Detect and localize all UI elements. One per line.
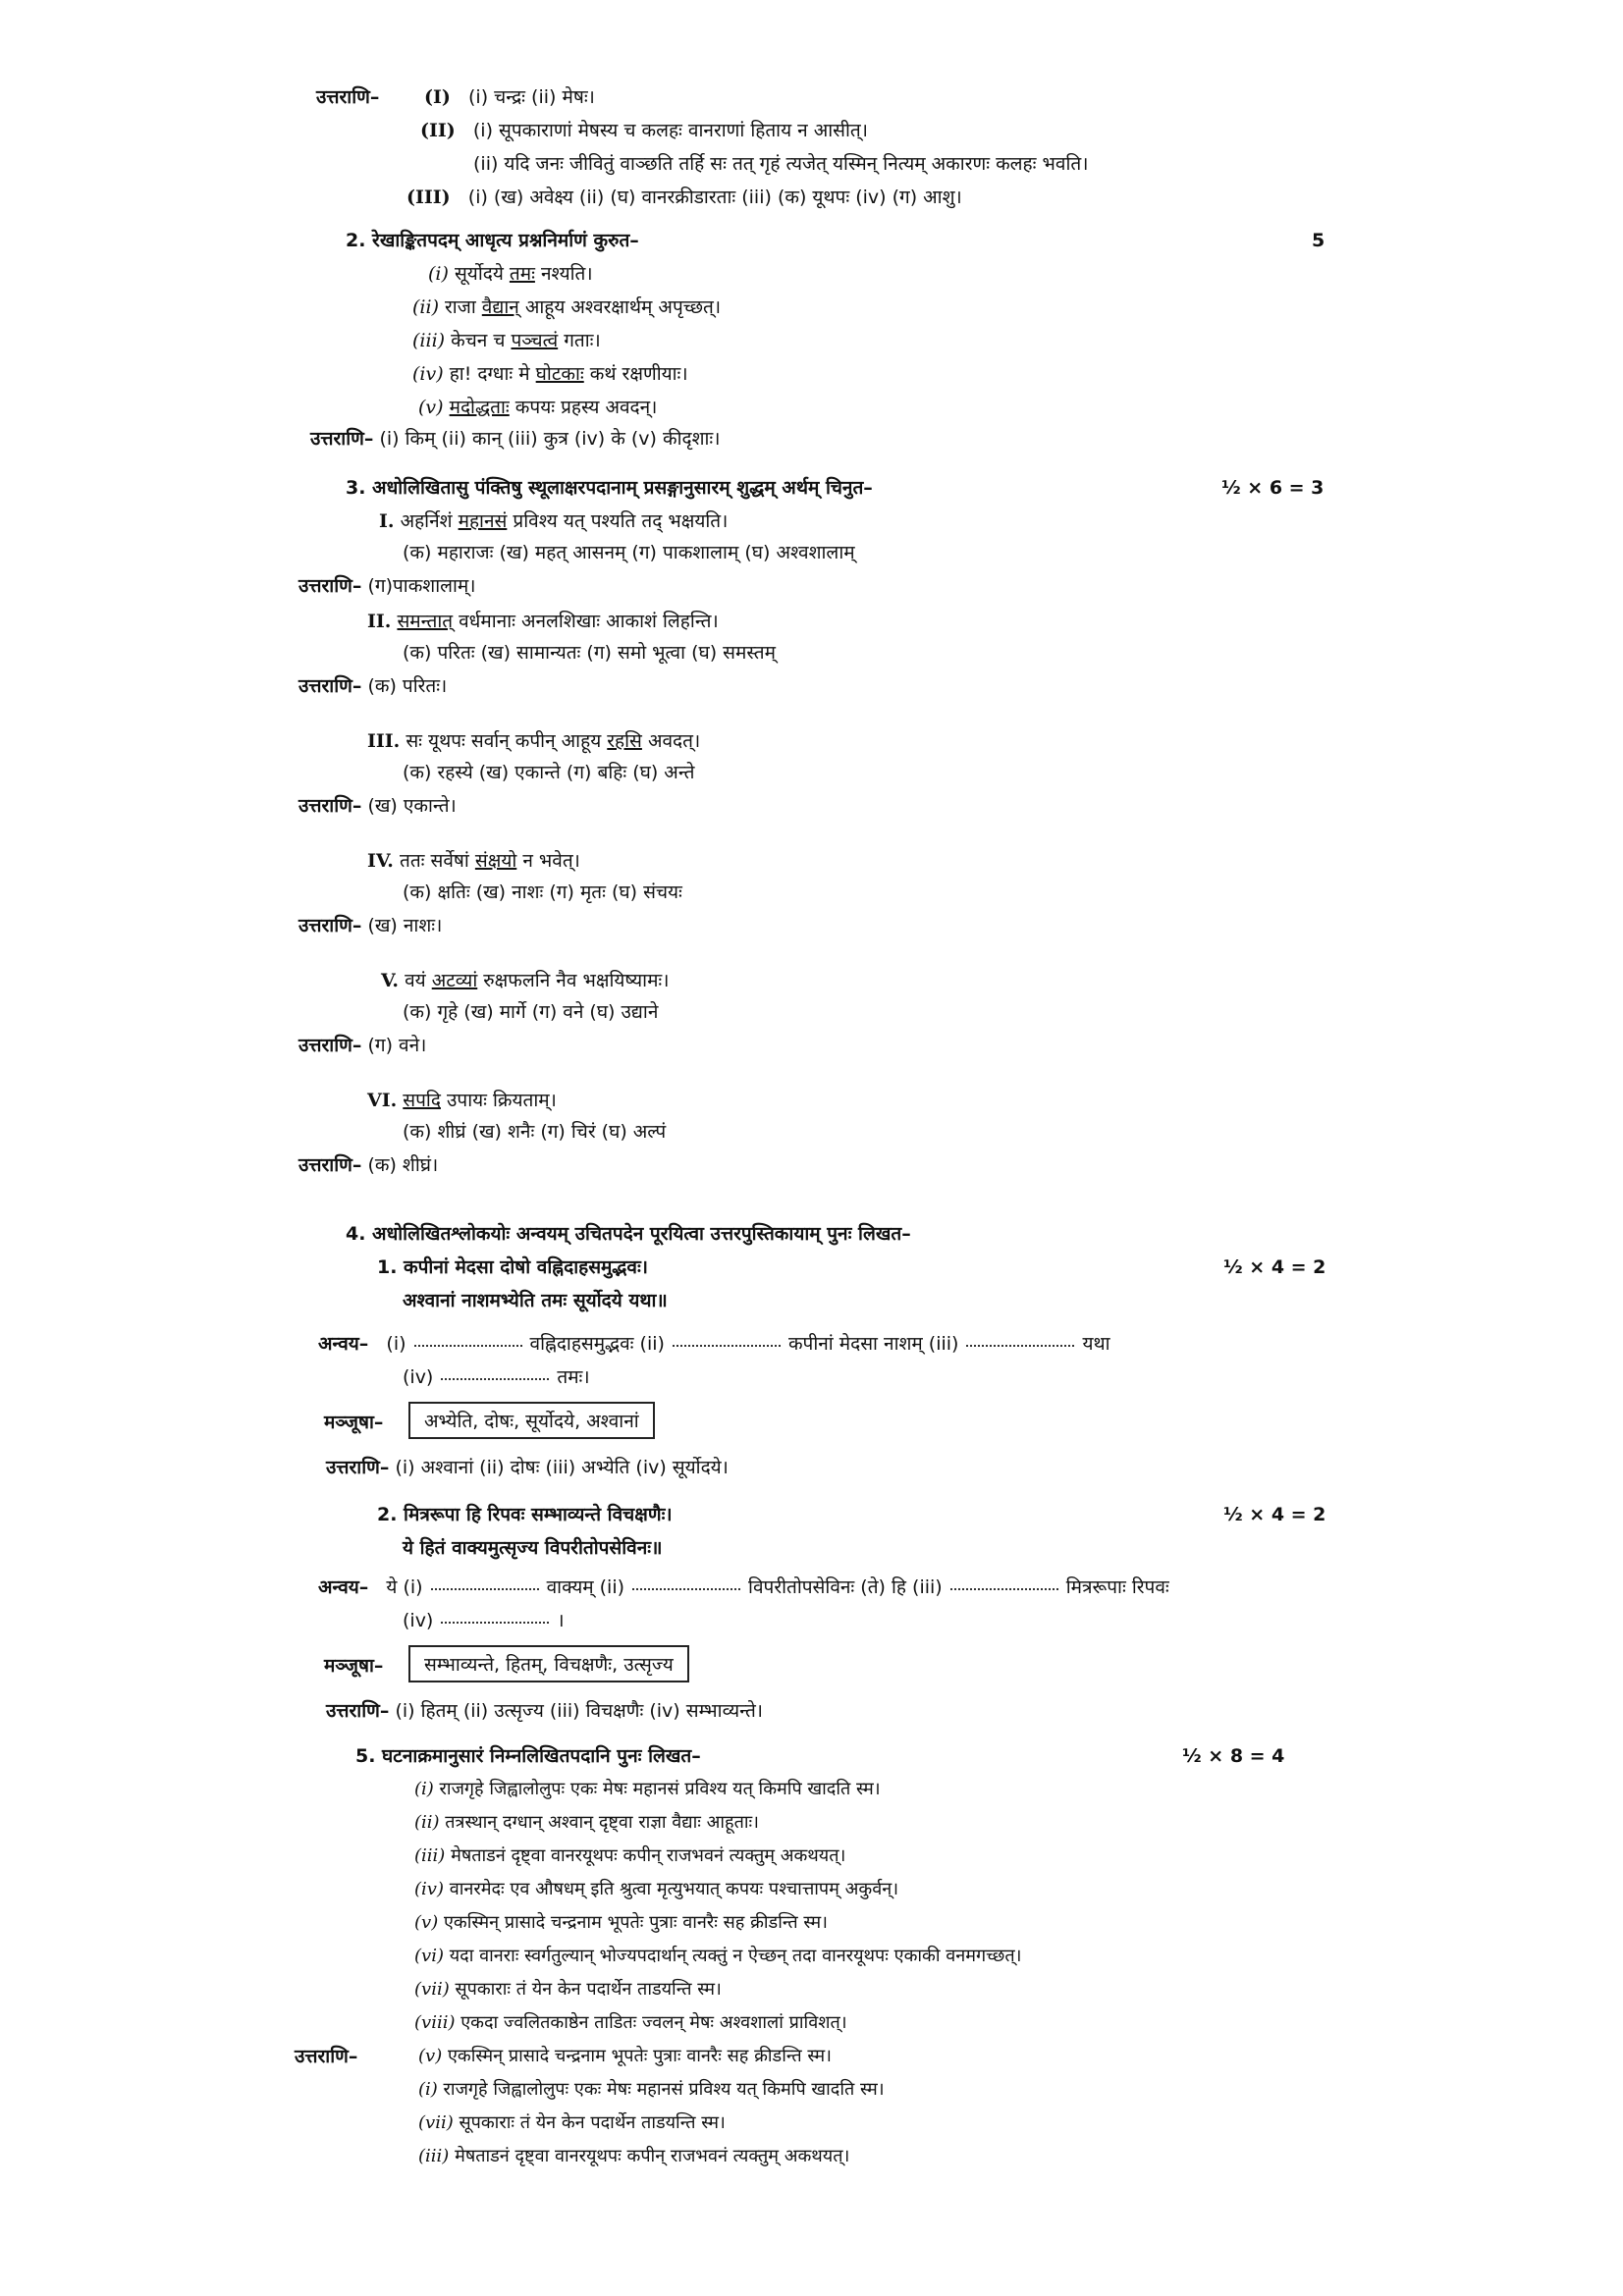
q5-answer-item: (v) एकस्मिन् प्रासादे चन्द्रनाम भूपतेः पुत्राः वानरैः सह क्रीडन्ति स्म। <box>418 2046 832 2066</box>
q4-s1-l2: अश्वानां नाशमभ्येति तमः सूर्योदये यथा॥ <box>403 1290 668 1311</box>
q4-s1-answer: उत्तराणि– (i) अश्वानां (ii) दोषः (iii) अभ्येति (iv) सूर्योदये। <box>326 1457 729 1478</box>
sec1-I: (I) (i) चन्द्रः (ii) मेषः। <box>424 86 595 108</box>
q4-s2-answer: उत्तराणि– (i) हितम् (ii) उत्सृज्य (iii) विचक्षणैः (iv) सम्भाव्यन्ते। <box>326 1700 763 1722</box>
sec1-II-b: (ii) यदि जनः जीवितुं वाञ्छति तर्हि सः तत् गृहं त्यजेत् यस्मिन् नित्यम् अकारणः कलहः भवति। <box>473 153 1089 175</box>
q5-item: (vi) यदा वानराः स्वर्गतुल्यान् भोज्यपदार्थान् त्यक्तुं न ऐच्छन् तदा वानरयूथपः एकाकी वनमगच्छत्। <box>414 1946 1022 1966</box>
q5-item: (viii) एकदा ज्वलितकाष्ठेन ताडितः ज्वलन् मेषः अश्वशालां प्राविशत्। <box>414 2012 847 2033</box>
q3-title: 3. अधोलिखितासु पंक्तिषु स्थूलाक्षरपदानाम् प्रसङ्गानुसारम् शुद्धम् अर्थम् चिनुत– <box>346 477 873 499</box>
q2-item: (iv) हा! दग्धाः मे घोटकाः कथं रक्षणीयाः। <box>412 363 688 385</box>
q2-item: (i) सूर्योदये तमः नश्यति। <box>428 263 593 285</box>
q5-marks: ½ × 8 = 4 <box>1182 1745 1285 1767</box>
q3-options: (क) परितः (ख) सामान्यतः (ग) समो भूत्वा (घ) समस्तम् <box>403 642 776 664</box>
sec1-III: (III) (i) (ख) अवेक्ष्य (ii) (घ) वानरक्रीडारताः (iii) (क) यूथपः (iv) (ग) आशु। <box>406 187 962 208</box>
q5-answer-item: (iii) मेषताडनं दृष्ट्वा वानरयूथपः कपीन् राजभवनं त्यक्तुम् अकथयत्। <box>418 2146 850 2166</box>
q5-item: (i) राजगृहे जिह्वालोलुपः एकः मेषः महानसं प्रविश्य यत् किमपि खादति स्म। <box>414 1779 881 1799</box>
q3-marks: ½ × 6 = 3 <box>1221 477 1325 499</box>
q5-answer-item: (vii) सूपकाराः तं येन केन पदार्थेन ताडयन्ति स्म। <box>418 2112 726 2133</box>
q3-options: (क) महाराजः (ख) महत् आसनम् (ग) पाकशालाम् (घ) अश्वशालाम् <box>403 542 855 563</box>
q4-s2-anvaya-a: अन्वय– ये (i) वाक्यम् (ii) विपरीतोपसेविनः (ते) हि (iii) मित्ररूपाः रिपवः <box>318 1576 1169 1598</box>
q4-s1-manjusha-box: अभ्येति, दोषः, सूर्योदये, अश्वानां <box>408 1402 655 1439</box>
q4-s1-manjusha-label: मञ्जूषा– <box>324 1412 384 1433</box>
q5-item: (iii) मेषताडनं दृष्ट्वा वानरयूथपः कपीन् राजभवनं त्यक्तुम् अकथयत्। <box>414 1845 846 1866</box>
q3-answer: उत्तराणि– (ग) वने। <box>298 1035 427 1056</box>
q3-options: (क) शीघ्रं (ख) शनैः (ग) चिरं (घ) अल्पं <box>403 1121 667 1143</box>
q4-s1-l1: 1. कपीनां मेदसा दोषो वह्निदाहसमुद्भवः। <box>377 1256 648 1278</box>
q5-title: 5. घटनाक्रमानुसारं निम्नलिखितपदानि पुनः लिखत– <box>355 1745 701 1767</box>
q2-item: (v) मदोद्धताः कपयः प्रहस्य अवदन्। <box>418 397 658 418</box>
q2-item: (ii) राजा वैद्यान् आहूय अश्वरक्षार्थम् अपृच्छत्। <box>412 296 722 318</box>
q3-answer: उत्तराणि– (ख) एकान्ते। <box>298 795 457 817</box>
q4-s2-marks: ½ × 4 = 2 <box>1223 1504 1326 1525</box>
q3-sentence: VI. सपदि उपायः क्रियताम्। <box>367 1090 557 1111</box>
q4-s1-marks: ½ × 4 = 2 <box>1223 1256 1326 1278</box>
q3-answer: उत्तराणि– (ख) नाशः। <box>298 915 443 936</box>
ans-label-1: उत्तराणि– <box>316 86 380 108</box>
q3-sentence: III. सः यूथपः सर्वान् कपीन् आहूय रहसि अवदत्। <box>367 730 701 752</box>
q4-s2-l2: ये हितं वाक्यमुत्सृज्य विपरीतोपसेविनः॥ <box>403 1537 663 1559</box>
q5-item: (v) एकस्मिन् प्रासादे चन्द्रनाम भूपतेः पुत्राः वानरैः सह क्रीडन्ति स्म। <box>414 1912 828 1933</box>
q5-item: (iv) वानरमेदः एव औषधम् इति श्रुत्वा मृत्युभयात् कपयः पश्चात्तापम् अकुर्वन्। <box>414 1879 899 1899</box>
q3-answer: उत्तराणि– (ग)पाकशालाम्। <box>298 575 476 597</box>
q5-answer-label: उत्तराणि– <box>295 2046 358 2067</box>
q2-item: (iii) केचन च पञ्चत्वं गताः। <box>412 330 601 351</box>
q4-s1-anvaya-b: (iv) तमः। <box>403 1366 590 1388</box>
q3-options: (क) क्षतिः (ख) नाशः (ग) मृतः (घ) संचयः <box>403 881 682 903</box>
q4-s2-manjusha-label: मञ्जूषा– <box>324 1655 384 1677</box>
q2-title: 2. रेखाङ्कितपदम् आधृत्य प्रश्ननिर्माणं कुरुत– <box>346 230 639 251</box>
q3-sentence: I. अहर्निशं महानसं प्रविश्य यत् पश्यति तद् भक्षयति। <box>379 510 729 532</box>
q5-item: (ii) तत्रस्थान् दग्धान् अश्वान् दृष्ट्वा राज्ञा वैद्याः आहूताः। <box>414 1812 759 1833</box>
q3-sentence: V. वयं अटव्यां रुक्षफलनि नैव भक्षयिष्यामः। <box>381 970 670 991</box>
q4-s2-l1: 2. मित्ररूपा हि रिपवः सम्भाव्यन्ते विचक्षणैः। <box>377 1504 673 1525</box>
q3-answer: उत्तराणि– (क) शीघ्रं। <box>298 1154 439 1176</box>
q5-answer-item: (i) राजगृहे जिह्वालोलुपः एकः मेषः महानसं प्रविश्य यत् किमपि खादति स्म। <box>418 2079 885 2100</box>
q5-item: (vii) सूपकाराः तं येन केन पदार्थेन ताडयन्ति स्म। <box>414 1979 722 2000</box>
q4-s2-anvaya-b: (iv) । <box>403 1610 565 1631</box>
q3-options: (क) गृहे (ख) मार्गे (ग) वने (घ) उद्याने <box>403 1001 659 1023</box>
q2-answer: उत्तराणि– (i) किम् (ii) कान् (iii) कुत्र (iv) के (v) कीदृशाः। <box>310 428 721 450</box>
sec1-II-a: (II) (i) सूपकाराणां मेषस्य च कलहः वानराणां हिताय न आसीत्। <box>420 120 868 141</box>
q3-answer: उत्तराणि– (क) परितः। <box>298 675 448 697</box>
q4-title: 4. अधोलिखितश्लोकयोः अन्वयम् उचितपदेन पूरयित्वा उत्तरपुस्तिकायाम् पुनः लिखत– <box>346 1223 911 1245</box>
q4-s1-anvaya-a: अन्वय– (i) वह्निदाहसमुद्भवः (ii) कपीनां मेदसा नाशम् (iii) यथा <box>318 1333 1110 1355</box>
q3-sentence: IV. ततः सर्वेषां संक्षयो न भवेत्। <box>367 850 580 872</box>
q3-options: (क) रहस्ये (ख) एकान्ते (ग) बहिः (घ) अन्ते <box>403 762 695 783</box>
q4-s2-manjusha-box: सम्भाव्यन्ते, हितम्, विचक्षणैः, उत्सृज्य <box>408 1645 689 1682</box>
q2-marks: 5 <box>1312 230 1325 251</box>
q3-sentence: II. समन्तात् वर्धमानाः अनलशिखाः आकाशं लिहन्ति। <box>367 611 719 632</box>
